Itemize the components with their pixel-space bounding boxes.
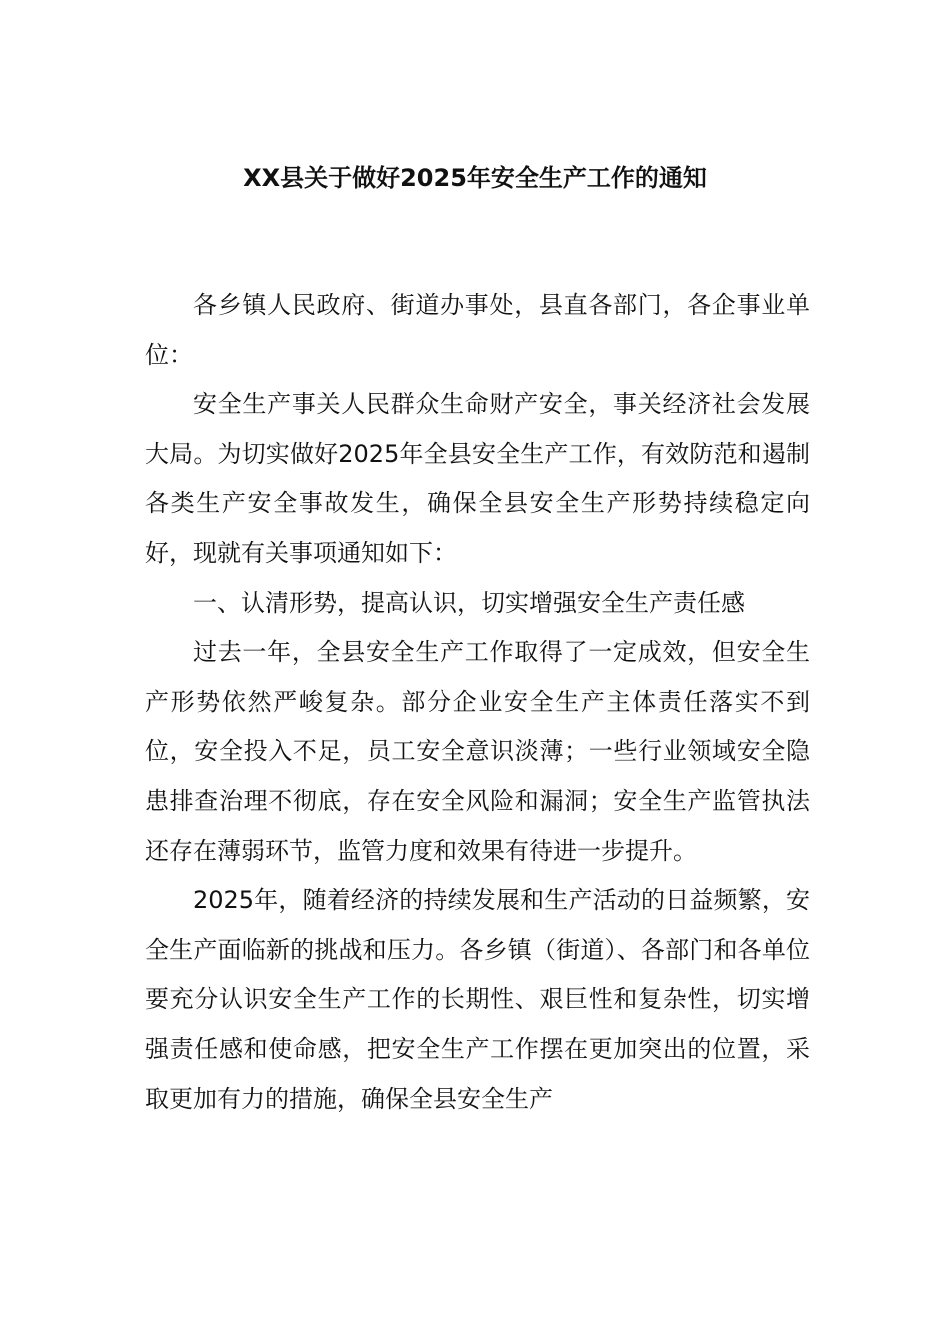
document-title: XX县关于做好2025年安全生产工作的通知 — [243, 164, 707, 192]
paragraph-intro: 安全生产事关人民群众生命财产安全，事关经济社会发展大局。为切实做好2025年全县安全生产工作，有效防范和遏制各类生产安全事故发生，确保全县安全生产形势持续稳定向好，现就有关事项通知如下： — [145, 390, 810, 567]
paragraph-situation: 过去一年，全县安全生产工作取得了一定成效，但安全生产形势依然严峻复杂。部分企业安全生产主体责任落实不到位，安全投入不足，员工安全意识淡薄；一些行业领域安全隐患排查治理不彻底，存在安全风险和漏洞；安全生产监管执法还存在薄弱环节，监管力度和效果有待进一步提升。 — [145, 638, 810, 865]
document-body — [145, 281, 810, 1124]
salutation: 各乡镇人民政府、街道办事处，县直各部门，各企事业单位： — [145, 291, 810, 369]
section-heading-1: 一、认清形势，提高认识，切实增强安全生产责任感 — [193, 588, 745, 617]
paragraph-2025: 2025年，随着经济的持续发展和生产活动的日益频繁，安全生产面临新的挑战和压力。各乡镇（街道）、各部门和各单位要充分认识安全生产工作的长期性、艰巨性和复杂性，切实增强责任感和使命感，把安全生产工作摆在更加突出的位置，采取更加有力的措施，确保全县安全生产 — [145, 886, 810, 1113]
